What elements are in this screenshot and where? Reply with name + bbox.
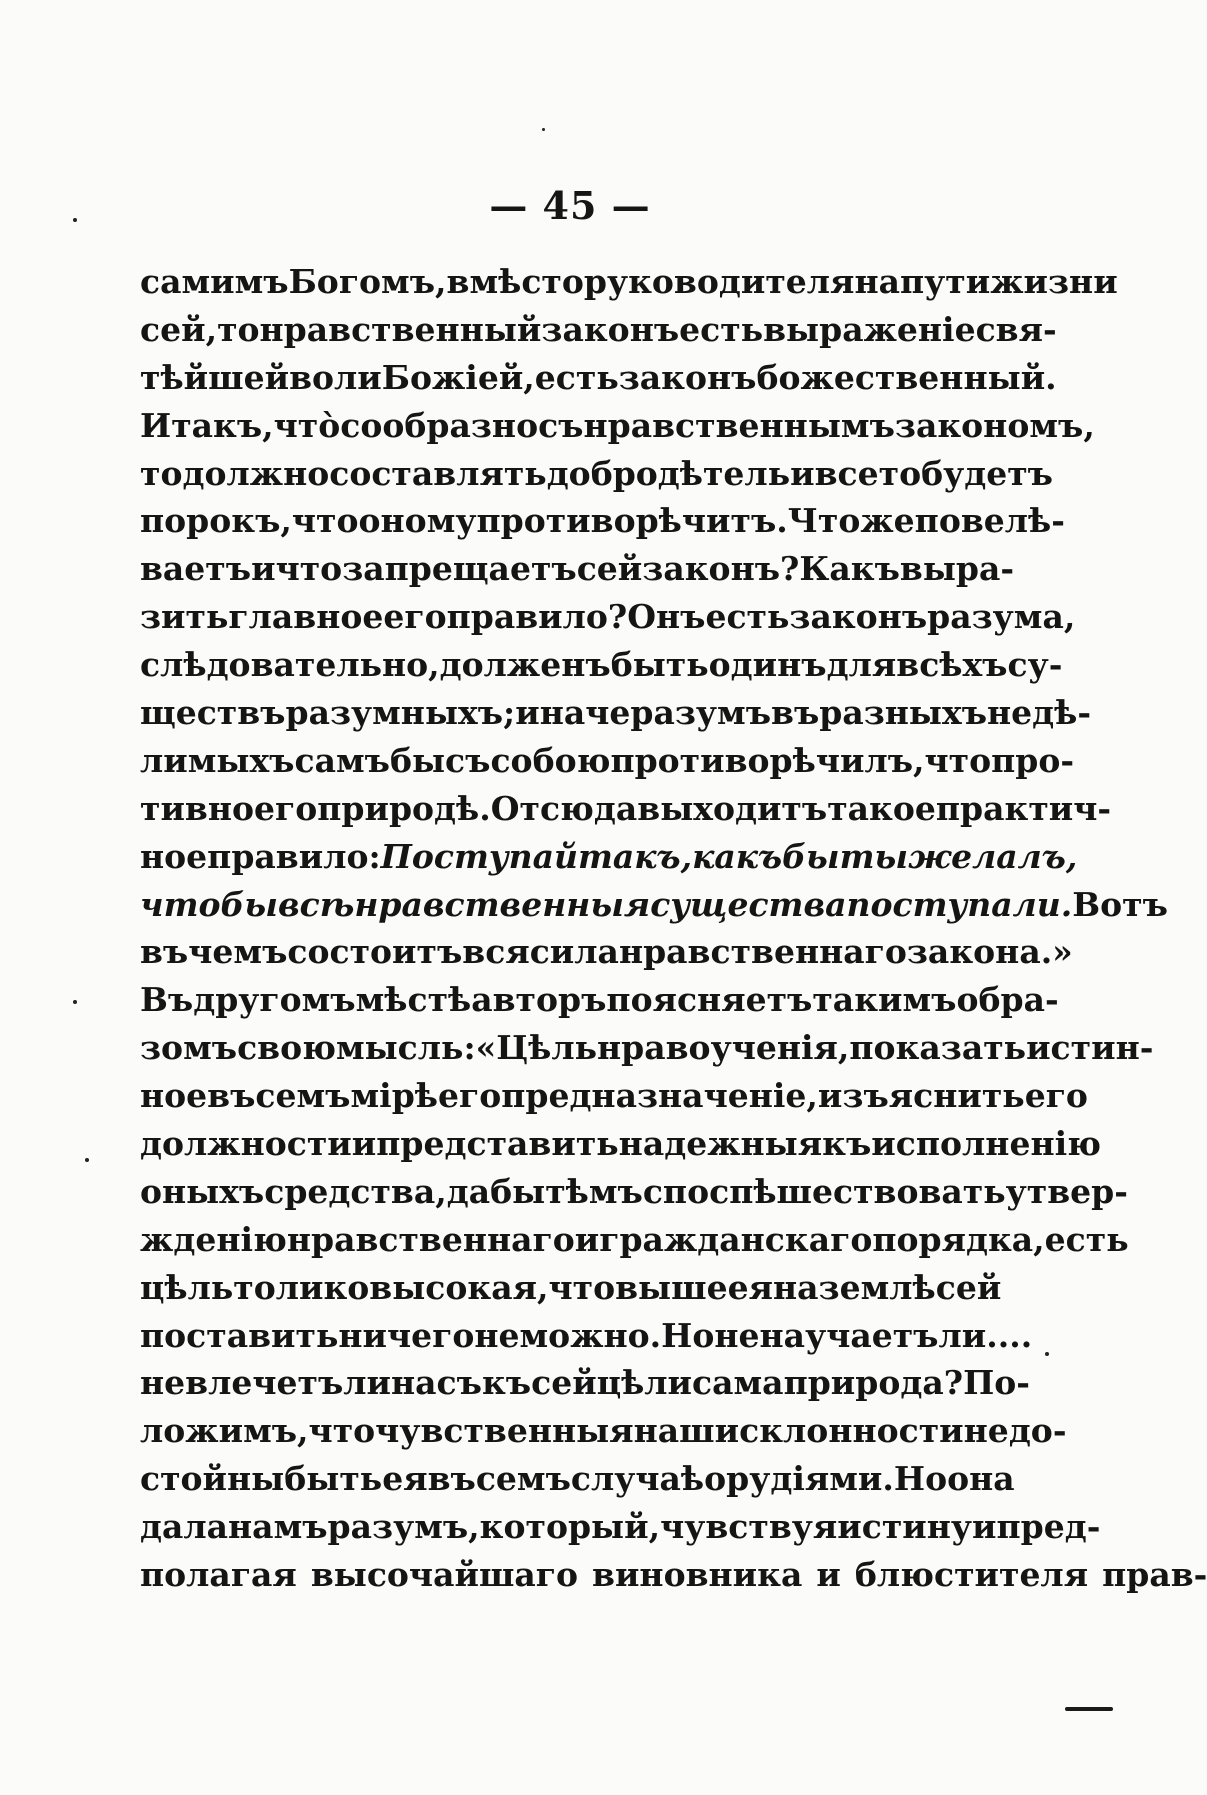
word: и (816, 1555, 841, 1595)
word: тивно (140, 788, 255, 828)
word: исполненію (871, 1124, 1101, 1164)
word: такое (827, 788, 936, 828)
emphasis-word: нравственныя (354, 884, 651, 924)
word: ея (727, 1267, 773, 1307)
word: правило: (207, 836, 381, 876)
word: ществъ (140, 693, 286, 733)
emphasis-word: существа (650, 884, 847, 924)
word: самъ (294, 740, 390, 780)
word: руководителя (583, 262, 855, 301)
emphasis-word: поступали. (846, 884, 1073, 924)
word: чувствуя (660, 1507, 838, 1547)
word: для (826, 645, 897, 685)
text-line (140, 1216, 1129, 1264)
emphasis-word: чтобы (140, 884, 278, 924)
word: Вотъ (1072, 884, 1168, 924)
word: свою (237, 1028, 336, 1068)
word: съ (538, 405, 584, 445)
emphasis-word: какъ (692, 836, 783, 876)
word: то (217, 309, 260, 349)
emphasis-word: бы (782, 836, 840, 876)
text-line (140, 1072, 1088, 1120)
page-edge-mark (1065, 1707, 1113, 1711)
word: нравственнаго (286, 1219, 575, 1259)
word: порокъ, (140, 501, 292, 541)
word: Но (661, 1315, 715, 1355)
word: су- (1007, 645, 1063, 685)
text-line (140, 1503, 1101, 1551)
word: ное (140, 1076, 208, 1116)
word: высочайшаго (310, 1555, 579, 1595)
word: По- (963, 1363, 1030, 1403)
text-line (140, 833, 1078, 881)
word: что (291, 501, 359, 541)
word: орудіями. (704, 1459, 894, 1499)
text-line (140, 593, 1076, 641)
text-line (140, 785, 1112, 833)
word: Въ (140, 980, 194, 1020)
word: къ (481, 1363, 532, 1403)
word: разныхъ (819, 693, 988, 733)
word: истин- (1026, 1028, 1154, 1068)
text-line (140, 689, 1092, 737)
text-line (140, 976, 1059, 1024)
print-speck (542, 128, 545, 131)
word: иначе (515, 693, 631, 733)
word: влечетъ (185, 1363, 344, 1403)
word: виновника (592, 1555, 803, 1595)
word: семъ (255, 1076, 351, 1116)
word: на (854, 262, 900, 301)
word: пути (899, 262, 991, 301)
word: сей (576, 549, 643, 589)
word: нравоученія, (597, 1028, 850, 1068)
word: противорѣчитъ. (476, 501, 788, 541)
text-line (140, 402, 1095, 450)
word: закона.» (906, 932, 1073, 972)
word: ное (140, 836, 208, 876)
word: божественный. (756, 357, 1057, 397)
word: Божіей, (381, 357, 535, 397)
word: есть (679, 309, 764, 349)
word: разумныхъ; (285, 693, 516, 733)
word: есть (534, 357, 619, 397)
word: склонности (739, 1411, 964, 1451)
word: насъ (391, 1363, 482, 1403)
emphasis-word: ты (839, 836, 909, 876)
word: дабы (446, 1171, 546, 1211)
text-line (140, 306, 1057, 354)
word: жденію (140, 1219, 287, 1259)
text-line (140, 881, 1168, 929)
word: въ (140, 932, 189, 972)
word: цѣли (596, 1363, 693, 1403)
word: Онъ (627, 597, 706, 637)
word: такъ, (171, 405, 274, 445)
word: оному (358, 501, 477, 541)
word: правило? (446, 597, 628, 637)
word: противорѣчилъ, (610, 740, 925, 780)
text-line (140, 450, 1053, 498)
word: семъ (475, 1459, 571, 1499)
word: поясняетъ (606, 980, 813, 1020)
word: мірѣ (350, 1076, 438, 1116)
word: выше (615, 1267, 728, 1307)
word: и (574, 1219, 600, 1259)
word: намъ (228, 1507, 328, 1547)
word: же (860, 501, 915, 541)
word: разумъ, (327, 1507, 480, 1547)
word: въ (427, 1459, 476, 1499)
word: нравственный (259, 309, 542, 349)
word: на (772, 1267, 819, 1307)
word: выраженіе (763, 309, 976, 349)
body-text (140, 258, 1207, 1599)
word: разума, (927, 597, 1076, 637)
word: ложимъ, (140, 1411, 309, 1451)
word: она (947, 1459, 1015, 1499)
word: споспѣшествовать (642, 1171, 1006, 1211)
word: состоитъ (287, 932, 463, 972)
word: природа? (783, 1363, 964, 1403)
word: такимъ (812, 980, 957, 1020)
word: представить (376, 1124, 619, 1164)
word: порядка, (872, 1219, 1045, 1259)
text-line (140, 1168, 1128, 1216)
word: практич- (935, 788, 1112, 828)
word: что̀ (273, 405, 341, 445)
word: воли (289, 357, 382, 397)
word: утвер- (1005, 1171, 1128, 1211)
text-line (140, 1024, 1154, 1072)
word: ли (343, 1363, 392, 1403)
text-line (140, 545, 1015, 593)
word: оныхъ (140, 1171, 265, 1211)
text-line (140, 354, 1057, 402)
emphasis-word: желалъ, (908, 836, 1078, 876)
word: случаѣ (570, 1459, 705, 1499)
word: показать (849, 1028, 1027, 1068)
word: до- (1008, 1411, 1067, 1451)
emphasis-word: такъ, (577, 836, 693, 876)
text-line (140, 1120, 1101, 1168)
word: законъ (789, 597, 928, 637)
word: про- (991, 740, 1075, 780)
word: закономъ, (894, 405, 1095, 445)
word: научаетъ (759, 1315, 939, 1355)
word: повелѣ- (914, 501, 1065, 541)
word: гражданскаго (599, 1219, 873, 1259)
word: изъяснить (817, 1076, 1025, 1116)
text-line (140, 1551, 1207, 1599)
word: вмѣсто (446, 262, 584, 301)
word: авторъ (471, 980, 607, 1020)
word: нравственнаго (618, 932, 907, 972)
word: пред- (996, 1507, 1101, 1547)
text-line (140, 497, 1065, 545)
print-speck (73, 1000, 77, 1004)
word: зить (140, 597, 229, 637)
word: не (714, 1315, 760, 1355)
text-line (140, 1264, 1002, 1312)
word: И (140, 405, 172, 445)
word: сама (692, 1363, 784, 1403)
word: есть (1044, 1219, 1129, 1259)
word: сей, (140, 309, 218, 349)
word: самимъ (140, 262, 289, 301)
word: недѣ- (987, 693, 1092, 733)
word: предназначеніе, (501, 1076, 818, 1116)
word: все (814, 453, 879, 493)
text-line (140, 641, 1063, 689)
word: не (474, 1315, 520, 1355)
word: въ (771, 693, 820, 733)
text-line (140, 1455, 1015, 1503)
word: чувственныя (375, 1411, 634, 1451)
word: природѣ. (317, 788, 491, 828)
word: будетъ (921, 453, 1053, 493)
word: нравственнымъ (583, 405, 895, 445)
word: и (251, 549, 276, 589)
word: быть (284, 1459, 383, 1499)
word: то (140, 453, 183, 493)
word: сила (529, 932, 619, 972)
text-line (140, 928, 1073, 976)
emphasis-word: всѣ (277, 884, 355, 924)
word: сообразно (340, 405, 539, 445)
word: который, (479, 1507, 661, 1547)
word: можно. (519, 1315, 662, 1355)
word: должности (140, 1124, 352, 1164)
word: добродѣтель (546, 453, 791, 493)
word: всѣхъ (896, 645, 1008, 685)
text-line (140, 1312, 1033, 1360)
page-number: — 45 — (489, 183, 651, 228)
word: и (790, 453, 815, 493)
word: вся (462, 932, 530, 972)
word: его (1024, 1076, 1088, 1116)
word: къ (822, 1124, 872, 1164)
word: тѣйшей (140, 357, 290, 397)
word: Какъ (799, 549, 900, 589)
word: толико (233, 1267, 370, 1307)
word: ничего (338, 1315, 475, 1355)
word: и (972, 1507, 997, 1547)
emphasis-word: Поступай (380, 836, 578, 876)
word: цѣль (140, 1267, 234, 1307)
word: должно (182, 453, 330, 493)
print-speck (85, 1158, 89, 1162)
word: его (254, 788, 318, 828)
word: законъ (541, 309, 680, 349)
word: Богомъ, (288, 262, 447, 301)
word: мѣстѣ (355, 980, 472, 1020)
print-speck (1045, 1352, 1049, 1356)
word: бы (389, 740, 446, 780)
word: зомъ (140, 1028, 238, 1068)
word: прав- (1102, 1555, 1207, 1595)
word: тѣмъ (545, 1171, 643, 1211)
word: сей (531, 1363, 597, 1403)
text-line (140, 258, 1118, 306)
word: наши (633, 1411, 740, 1451)
word: выра- (899, 549, 1015, 589)
word: истину (837, 1507, 973, 1547)
text-line (140, 1407, 1067, 1455)
word: главное (228, 597, 384, 637)
word: законъ? (642, 549, 800, 589)
word: ваетъ (140, 549, 252, 589)
word: поставить (140, 1315, 339, 1355)
word: быть (610, 645, 709, 685)
word: что (924, 740, 992, 780)
word: выходитъ (637, 788, 828, 828)
word: свя- (975, 309, 1057, 349)
word: полагая (140, 1555, 297, 1595)
print-speck (73, 218, 77, 222)
word: то (878, 453, 922, 493)
word: не (963, 1411, 1009, 1451)
word: слѣдовательно, (140, 645, 440, 685)
word: блюстителя (854, 1555, 1089, 1595)
word: что (548, 1267, 616, 1307)
word: ея (382, 1459, 428, 1499)
word: землѣ (818, 1267, 936, 1307)
word: въ (207, 1076, 256, 1116)
word: надежныя (618, 1124, 823, 1164)
word: «Цѣль (475, 1028, 598, 1068)
word: что (275, 549, 343, 589)
word: и (351, 1124, 377, 1164)
word: собою (490, 740, 611, 780)
word: высокая, (369, 1267, 549, 1307)
word: одинъ (708, 645, 827, 685)
word: съ (445, 740, 491, 780)
word: долженъ (439, 645, 611, 685)
text-line (140, 1359, 1030, 1407)
word: составлять (329, 453, 547, 493)
word: средства, (264, 1171, 447, 1211)
word: ли.... (938, 1315, 1033, 1355)
word: сей (935, 1267, 1002, 1307)
word: Отсюда (490, 788, 638, 828)
word: его (437, 1076, 502, 1116)
word: дала (140, 1507, 229, 1547)
text-line (140, 737, 1075, 785)
word: жизни (990, 262, 1118, 301)
word: стойны (140, 1459, 285, 1499)
word: Но (893, 1459, 948, 1499)
word: чемъ (188, 932, 288, 972)
word: есть (705, 597, 790, 637)
word: другомъ (193, 980, 356, 1020)
word: что (308, 1411, 376, 1451)
word: законъ (618, 357, 757, 397)
word: обра- (956, 980, 1059, 1020)
word: не (140, 1363, 186, 1403)
word: разумъ (630, 693, 772, 733)
word: Что (787, 501, 861, 541)
word: мысль: (335, 1028, 476, 1068)
word: его (383, 597, 447, 637)
word: лимыхъ (140, 740, 295, 780)
word: запрещаетъ (342, 549, 577, 589)
